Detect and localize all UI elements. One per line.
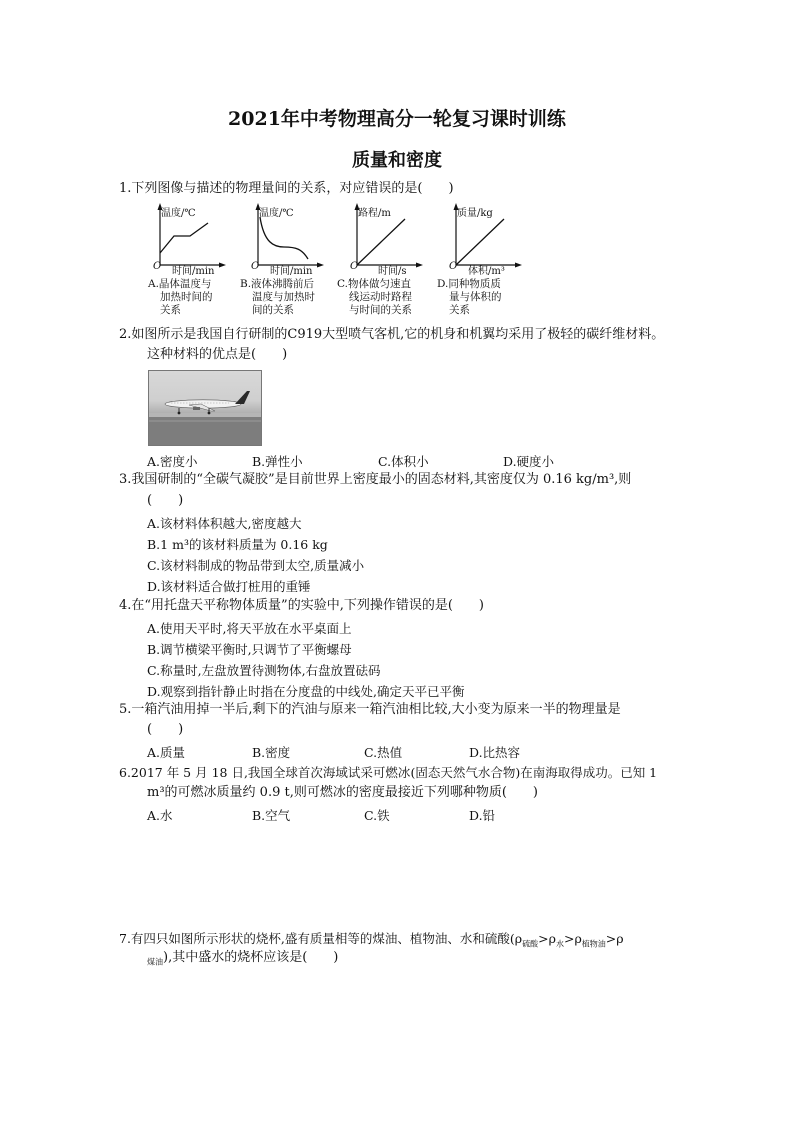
- q5-option-b: B.密度: [252, 745, 291, 760]
- q5-stem: 5.一箱汽油用掉一半后,剩下的汽油与原来一箱汽油相比较,大小变为原来一半的物理量是: [119, 702, 621, 717]
- q2-option-a: A.密度小: [147, 454, 198, 469]
- graph-b-xlabel: 时间/min: [270, 266, 313, 277]
- q3-option-b: B.1 m³的该材料质量为 0.16 kg: [147, 537, 328, 552]
- graph-d-ylabel: 质量/kg: [457, 208, 493, 219]
- graph-b-origin: O: [251, 261, 260, 272]
- graph-d-origin: O: [449, 261, 458, 272]
- graph-a-xlabel: 时间/min: [172, 266, 215, 277]
- graph-c-caption: C.物体做匀速直 线运动时路程 与时间的关系: [337, 278, 412, 316]
- graph-c-curve: [357, 219, 405, 265]
- q3-option-c: C.该材料制成的物品带到太空,质量减小: [147, 558, 365, 573]
- q4-stem: 4.在“用托盘天平称物体质量”的实验中,下列操作错误的是( ): [119, 598, 484, 613]
- graph-b-caption: B.液体沸腾前后 温度与加热时 间的关系: [240, 278, 315, 316]
- q5-option-c: C.热值: [364, 745, 403, 760]
- q1-stem: 1.下列图像与描述的物理量间的关系，对应错误的是( ): [119, 181, 454, 196]
- q3-stem-2: ( ): [147, 493, 184, 508]
- q5-option-d: D.比热容: [469, 745, 521, 760]
- q6-option-d: D.铅: [469, 808, 496, 823]
- q6-stem-2: m³的可燃冰质量约 0.9 t,则可燃冰的密度最接近下列哪种物质( ): [147, 785, 538, 800]
- q2-stem-2: 这种材料的优点是( ): [147, 347, 288, 362]
- q4-option-d: D.观察到指针静止时指在分度盘的中线处,确定天平已平衡: [147, 684, 465, 699]
- graph-a-caption: A.晶体温度与 加热时间的 关系: [148, 278, 213, 316]
- q6-option-a: A.水: [147, 808, 173, 823]
- c919-airplane-image: [149, 371, 261, 445]
- q7-stem-2: $_{煤油}$),其中盛水的烧杯应该是( ): [147, 950, 339, 967]
- q4-option-b: B.调节横梁平衡时,只调节了平衡螺母: [147, 642, 352, 657]
- q3-option-d: D.该材料适合做打桩用的重锤: [147, 579, 311, 594]
- q5-option-a: A.质量: [147, 745, 186, 760]
- q4-option-c: C.称量时,左盘放置待测物体,右盘放置砝码: [147, 663, 381, 678]
- q3-stem: 3.我国研制的“全碳气凝胶”是目前世界上密度最小的固态材料,其密度仅为 0.16 kg/m³,则: [119, 472, 632, 487]
- q6-option-c: C.铁: [364, 808, 390, 823]
- q5-stem-2: ( ): [147, 722, 184, 737]
- q2-option-c: C.体积小: [378, 454, 429, 469]
- q2-option-b: B.弹性小: [252, 454, 303, 469]
- graph-c-ylabel: 路程/m: [358, 208, 391, 219]
- aircraft-photo: [148, 370, 262, 446]
- q3-option-a: A.该材料体积越大,密度越大: [147, 516, 302, 531]
- graph-c-xlabel: 时间/s: [378, 266, 407, 277]
- graph-a-origin: O: [153, 261, 162, 272]
- page-title: 2021年中考物理高分一轮复习课时训练: [228, 108, 566, 130]
- q2-stem: 2.如图所示是我国自行研制的C919大型喷气客机,它的机身和机翼均采用了极轻的碳纤维材料。: [119, 327, 665, 342]
- graph-d-curve: [456, 219, 504, 265]
- page-subtitle: 质量和密度: [352, 150, 442, 171]
- q6-stem: 6.2017 年 5 月 18 日,我国全球首次海域试采可燃冰(固态天然气水合物)在南海取得成功。已知 1: [119, 765, 658, 780]
- graph-a-curve: [160, 223, 208, 253]
- q4-option-a: A.使用天平时,将天平放在水平桌面上: [147, 621, 352, 636]
- q2-option-d: D.硬度小: [503, 454, 555, 469]
- graph-a-ylabel: 温度/℃: [161, 208, 196, 219]
- graph-b-ylabel: 温度/℃: [259, 208, 294, 219]
- q7-stem: 7.有四只如图所示形状的烧杯,盛有质量相等的煤油、植物油、水和硫酸($\rho_{硫酸}>\rho_水>\rho_{植物油}>\rho$: [119, 931, 624, 949]
- graph-c-origin: O: [350, 261, 359, 272]
- q6-option-b: B.空气: [252, 808, 291, 823]
- graph-b-curve: [260, 217, 308, 259]
- graph-d-xlabel: 体积/m³: [468, 266, 505, 277]
- graph-d-caption: D.同种物质质 量与体积的 关系: [437, 278, 502, 316]
